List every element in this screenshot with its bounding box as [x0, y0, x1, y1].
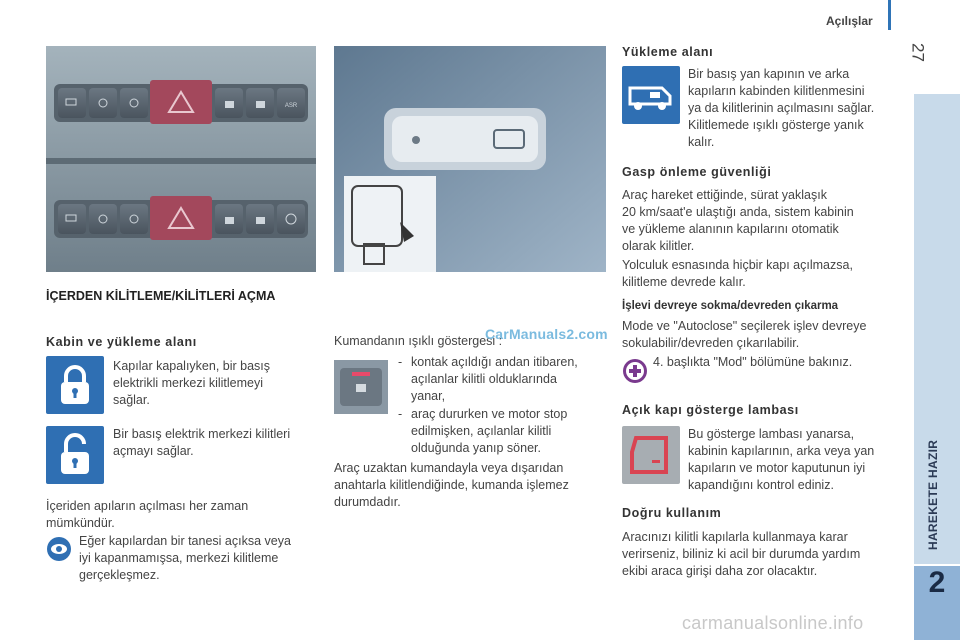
indicator-bullet-1: -	[398, 355, 403, 369]
eye-icon	[46, 536, 72, 562]
loading-description: Bir basış yan kapının ve arka kapıların kabinden kilitlenmesini ya da kilitlerinin açılmasını sağlar. Kilitlemede ışıklı gösterge yanık kalır.	[688, 67, 875, 149]
chapter-vertical-label	[922, 394, 948, 594]
door-open-warning: Eğer kapılardan bir tanesi açıksa veya iyi kapanmamışsa, merkezi kilitleme gerçekleşmez.	[79, 534, 291, 582]
indicator-bullet-1-text: kontak açıldığı andan itibaren, açılanlar kilitli olduklarında yanar,	[411, 355, 578, 403]
lock-icon	[46, 356, 104, 414]
indicator-bullet-2-text: araç dururken ve motor stop edilmişken, açılanlar kilitli olduğunda yanıp söner.	[411, 407, 568, 455]
van-lock-icon	[622, 66, 680, 124]
unlock-icon	[46, 426, 104, 484]
chapter-number: 2	[928, 566, 946, 599]
loading-area-switch-photo	[334, 46, 606, 272]
interior-opening-note: İçeriden apıların açılması her zaman mümkündür.	[46, 499, 249, 530]
switch-panel-photo	[46, 46, 316, 272]
proper-use-description: Aracınızı kilitli kapılarla kullanmaya karar verirseniz, biliniz ki acil bir durumda yardım ekibi araca girişi daha zor olacaktır.	[622, 530, 861, 578]
remote-lock-note: Araç uzaktan kumandayla veya dışarıdan anahtarla kilitlendiğinde, kumanda işlemez durumdadır.	[334, 461, 569, 509]
main-heading: İÇERDEN KİLİTLEME/KİLİTLERİ AÇMA	[46, 289, 276, 303]
indicator-switch-image	[334, 360, 388, 414]
header-rule	[888, 0, 891, 30]
watermark-bottom: carmanualsonline.info	[682, 613, 864, 633]
proper-use-heading: Doğru kullanım	[622, 506, 722, 520]
antitheft-description: Araç hareket ettiğinde, sürat yaklaşık 20 km/saat'e ulaştığı anda, sistem kabinin ve yükleme alanının kapılarını otomatik olarak kilitler.	[622, 188, 854, 253]
page-number: 27	[908, 43, 928, 62]
chapter-tab	[914, 566, 960, 640]
activation-subheading: İşlevi devreye sokma/devreden çıkarma	[622, 300, 839, 312]
loading-heading: Yükleme alanı	[622, 45, 714, 59]
unlock-description: Bir basış elektrik merkezi kilitleri açmayı sağlar.	[113, 427, 291, 458]
antitheft-heading: Gasp önleme güvenliği	[622, 165, 772, 179]
door-lamp-description: Bu gösterge lambası yanarsa, kabinin kapılarının, arka veya yan kapıların ve motor kaputunun iyi kapandığını kontrol ediniz.	[688, 427, 875, 492]
switch-panel-illustration	[46, 46, 316, 272]
mode-reference: 4. başlıkta "Mod" bölümüne bakınız.	[653, 355, 853, 369]
antitheft-journey-note: Yolculuk esnasında hiçbir kapı açılmazsa, kilitleme devrede kalır.	[622, 258, 853, 289]
lock-description: Kapılar kapalıyken, bir basış elektrikli merkezi kilitlemeyi sağlar.	[113, 359, 271, 407]
section-title: Açılışlar	[826, 14, 873, 28]
indicator-intro: Kumandanın ışıklı göstergesi :	[334, 334, 503, 348]
indicator-bullet-2: -	[398, 407, 403, 421]
cabin-heading: Kabin ve yükleme alanı	[46, 335, 197, 349]
loading-switch-illustration	[334, 46, 606, 272]
plus-icon	[622, 358, 648, 384]
activation-description: Mode ve "Autoclose" seçilerek işlev devreye sokulabilir/devreden çıkarılabilir.	[622, 319, 867, 350]
watermark-top: CarManuals2.com	[485, 326, 608, 342]
door-lamp-heading: Açık kapı gösterge lambası	[622, 403, 799, 417]
asr-label: ASR	[284, 103, 298, 109]
door-open-warning-icon	[622, 426, 680, 484]
chapter-label-text: HAREKETE HAZIR	[926, 439, 940, 550]
